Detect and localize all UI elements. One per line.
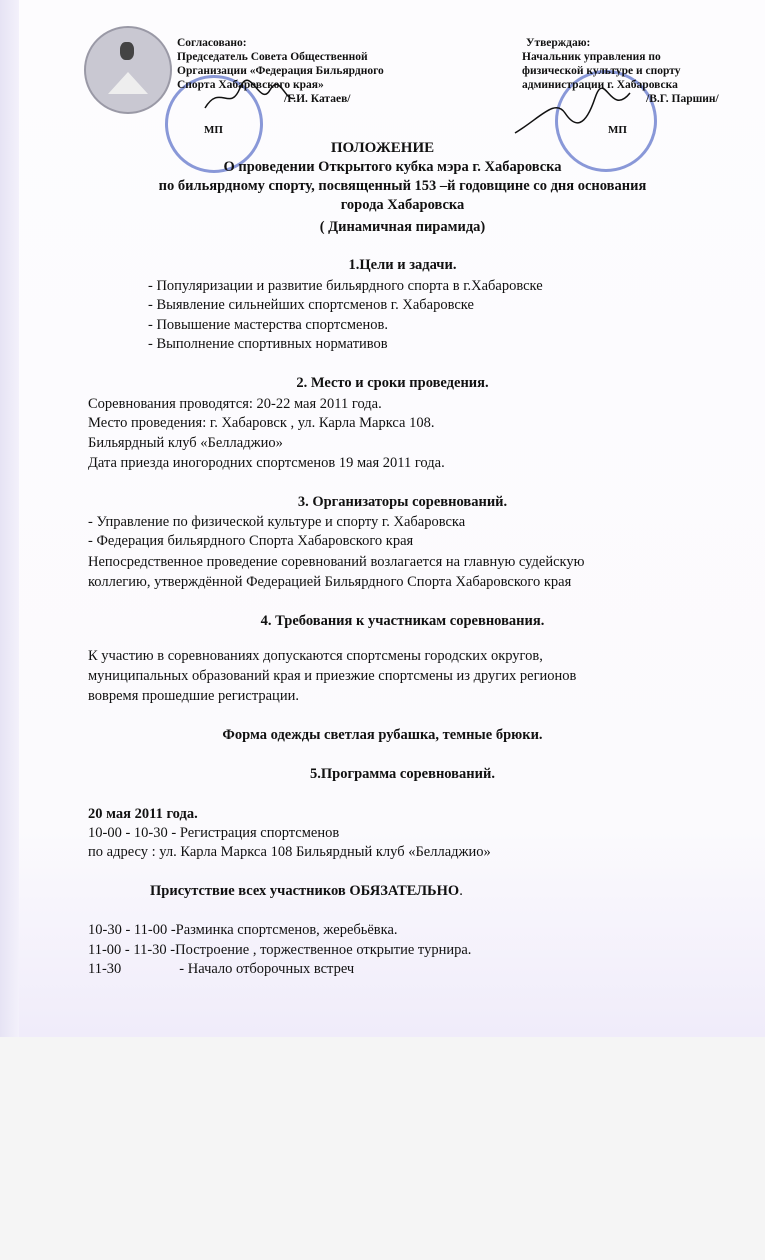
stamp-label-left: МП [204, 124, 223, 136]
header-left-line: Спорта Хабаровского края» [177, 79, 324, 91]
goal-item: - Повышение мастерства спортсменов. [148, 317, 388, 333]
goal-item: - Выявление сильнейших спортсменов г. Хабаровске [148, 297, 474, 313]
section-2-title: 2. Место и сроки проведения. [296, 375, 489, 391]
section-3-title: 3. Организаторы соревнований. [297, 494, 508, 510]
document-title: ПОЛОЖЕНИЕ [330, 140, 435, 156]
header-right-line: Утверждаю: [526, 37, 591, 49]
section-4-line: вовремя прошедшие регистрации. [88, 688, 299, 704]
section-4-line: муниципальных образований края и приезжие спортсмены из других регионов [88, 668, 577, 684]
title-line: города Хабаровска [340, 197, 465, 213]
header-left-line: Председатель Совета Общественной [177, 51, 368, 63]
federation-logo [84, 26, 172, 114]
goal-item: - Популяризации и развитие бильярдного спорта в г.Хабаровске [148, 278, 543, 294]
dress-code: Форма одежды светлая рубашка, темные брюки. [222, 727, 543, 743]
section-3-line: коллегию, утверждённой Федерацией Бильярдного Спорта Хабаровского края [88, 574, 572, 590]
header-left-signer: /Г.И. Катаев/ [284, 93, 351, 105]
header-left-line: Организации «Федерация Бильярдного [177, 65, 384, 77]
goal-item: - Выполнение спортивных нормативов [148, 336, 388, 352]
section-2-line: Дата приезда иногородних спортсменов 19 мая 2011 года. [88, 455, 445, 471]
program-line: 10-00 - 10-30 - Регистрация спортсменов [88, 825, 340, 841]
program-date: 20 мая 2011 года. [88, 806, 198, 822]
schedule-line: 11-00 - 11-30 -Построение , торжественное открытие турнира. [88, 942, 472, 958]
title-line: по бильярдному спорту, посвященный 153 –й годовщине со дня основания [158, 178, 647, 194]
section-2-line: Соревнования проводятся: 20-22 мая 2011 года. [88, 396, 382, 412]
header-left-line: Согласовано: [177, 37, 247, 49]
header-right-signer: /В.Г. Паршин/ [646, 93, 719, 105]
title-line: О проведении Открытого кубка мэра г. Хабаровска [223, 159, 562, 175]
section-4-line: К участию в соревнованиях допускаются спортсмены городских округов, [88, 648, 543, 664]
section-4-title: 4. Требования к участникам соревнования. [260, 613, 545, 629]
section-5-title: 5.Программа соревнований. [310, 766, 495, 782]
header-right-line: физической культуре и спорту [522, 65, 681, 77]
stamp-label-right: МП [608, 124, 627, 136]
schedule-line: 11-30 - Начало отборочных встреч [88, 961, 355, 977]
section-3-line: - Управление по физической культуре и спорту г. Хабаровска [88, 514, 466, 530]
section-1-title: 1.Цели и задачи. [348, 257, 457, 273]
section-2-line: Бильярдный клуб «Белладжио» [88, 435, 283, 451]
section-3-line: - Федерация бильярдного Спорта Хабаровского края [88, 533, 414, 549]
header-right-line: администрации г. Хабаровска [522, 79, 678, 91]
section-3-line: Непосредственное проведение соревнований возлагается на главную судейскую [88, 554, 585, 570]
title-line: ( Динамичная пирамида) [319, 219, 486, 235]
header-right-line: Начальник управления по [522, 51, 661, 63]
program-line: по адресу : ул. Карла Маркса 108 Бильярдный клуб «Белладжио» [88, 844, 491, 860]
section-2-line: Место проведения: г. Хабаровск , ул. Карла Маркса 108. [88, 415, 435, 431]
schedule-line: 10-30 - 11-00 -Разминка спортсменов, жеребьёвка. [88, 922, 398, 938]
attendance-notice: Присутствие всех участников ОБЯЗАТЕЛЬНО. [150, 883, 463, 899]
